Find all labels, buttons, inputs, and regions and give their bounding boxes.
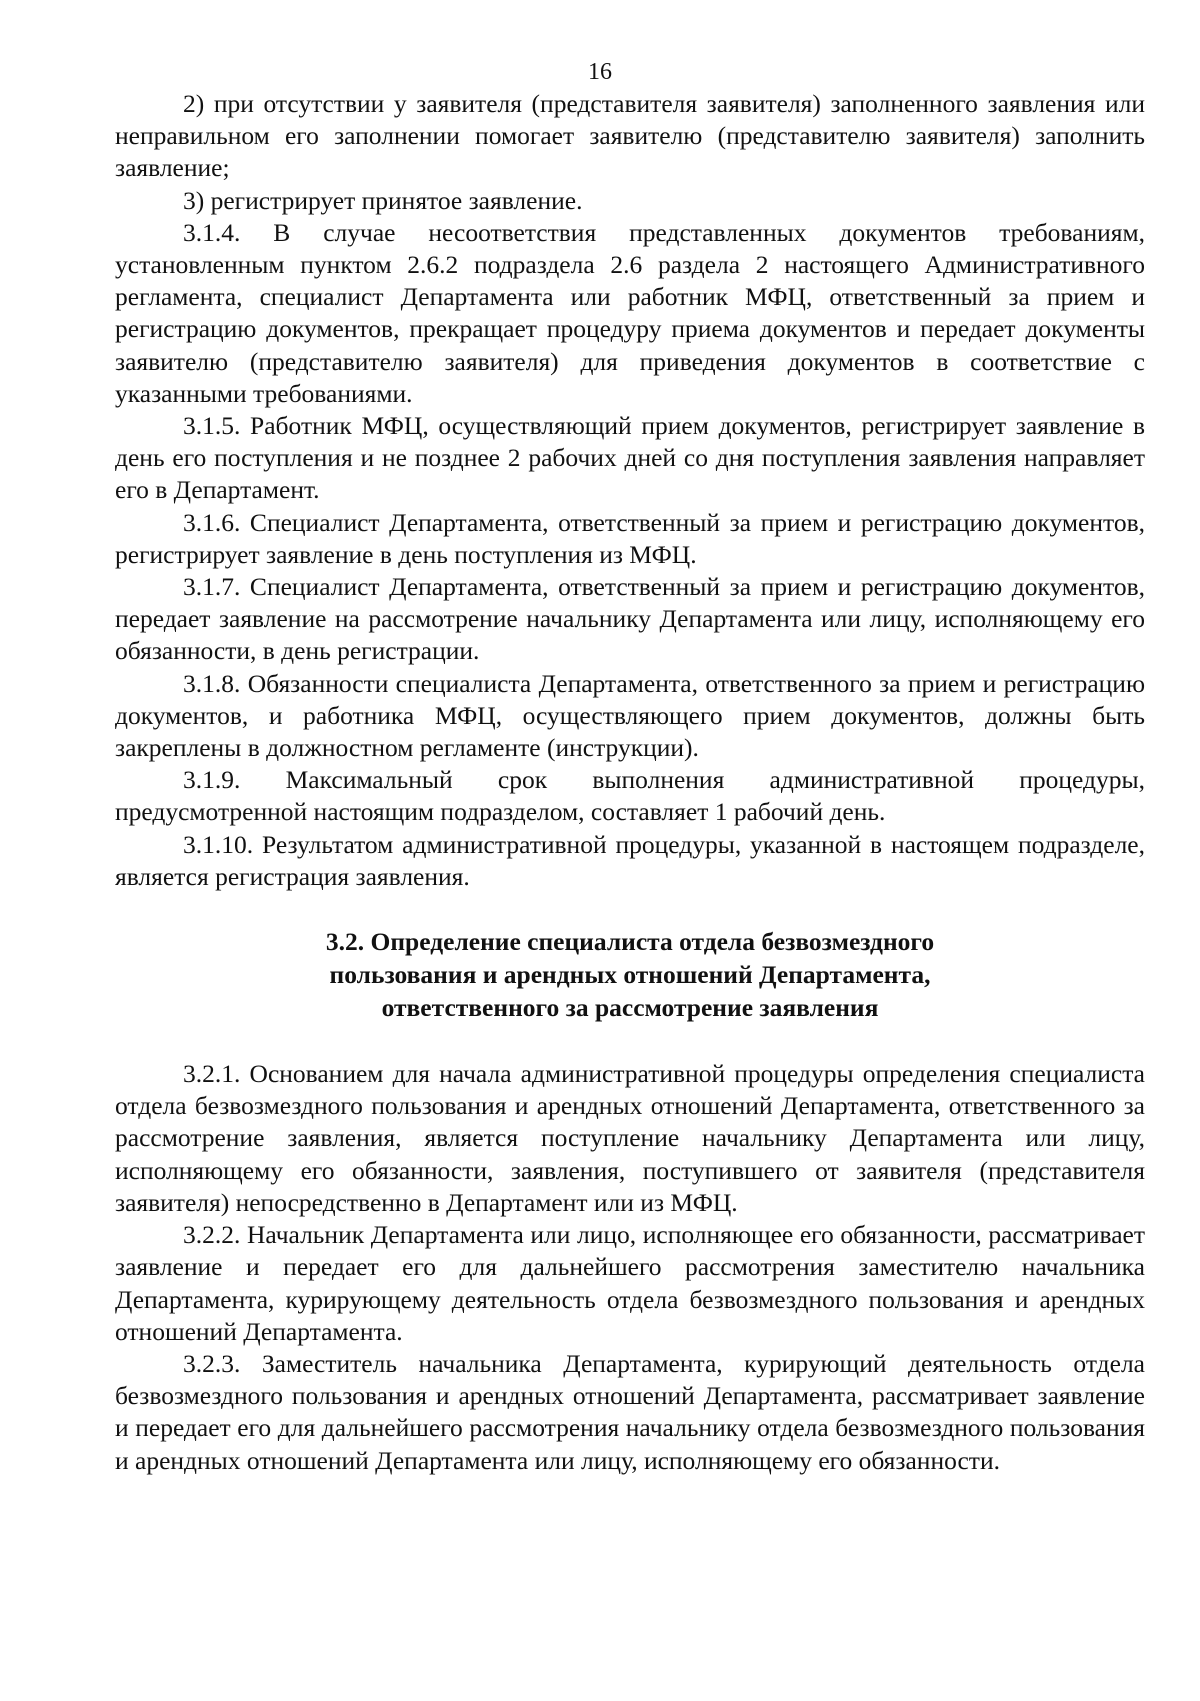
paragraph: 3.1.5. Работник МФЦ, осуществляющий прием документов, регистрирует заявление в день его поступления и не позднее 2 рабочих дней со дня поступления заявления направляет его в Департамент.: [115, 411, 1145, 505]
paragraph: 3.2.1. Основанием для начала административной процедуры определения специалиста отдела безвозмездного пользования и арендных отношений Департамента, ответственного за рассмотрение заявления, является поступление начальнику Департамента или лицу, исполняющему его обязанности, заявления, поступившего от заявителя (представителя заявителя) непосредственно в Департамент или из МФЦ.: [115, 1059, 1145, 1217]
paragraph: 3.2.2. Начальник Департамента или лицо, исполняющее его обязанности, рассматривает заявление и передает его для дальнейшего рассмотрения заместителю начальника Департамента, курирующему деятельность отдела безвозмездного пользования и арендных отношений Департамента.: [115, 1220, 1145, 1346]
paragraph: 3) регистрирует принятое заявление.: [183, 185, 583, 215]
section-heading-line: 3.2. Определение специалиста отдела безвозмездного: [325, 927, 935, 957]
paragraph: 3.1.10. Результатом административной процедуры, указанной в настоящем подразделе, является регистрация заявления.: [115, 829, 1145, 891]
section-heading-line: ответственного за рассмотрение заявления: [381, 993, 879, 1023]
document-body: [115, 88, 1145, 1477]
paragraph: 3.1.8. Обязанности специалиста Департамента, ответственного за прием и регистрацию документов, и работника МФЦ, осуществляющего прием документов, должны быть закреплены в должностном регламенте (инструкции).: [115, 668, 1145, 763]
paragraph: 3.1.6. Специалист Департамента, ответственный за прием и регистрацию документов, регистрирует заявление в день поступления из МФЦ.: [115, 507, 1145, 569]
paragraph: 3.1.7. Специалист Департамента, ответственный за прием и регистрацию документов, передает заявление на рассмотрение начальнику Департамента или лицу, исполняющему его обязанности, в день регистрации.: [115, 572, 1145, 666]
paragraph: 2) при отсутствии у заявителя (представителя заявителя) заполненного заявления или неправильном его заполнении помогает заявителю (представителю заявителя) заполнить заявление;: [115, 89, 1145, 183]
paragraph: 3.2.3. Заместитель начальника Департамента, курирующий деятельность отдела безвозмездного пользования и арендных отношений Департамента, рассматривает заявление и передает его для дальнейшего рассмотрения начальнику отдела безвозмездного пользования и арендных отношений Департамента или лицу, исполняющему его обязанности.: [115, 1348, 1145, 1475]
paragraph: 3.1.4. В случае несоответствия представленных документов требованиям, установленным пунктом 2.6.2 подраздела 2.6 раздела 2 настоящего Административного регламента, специалист Департамента или работник МФЦ, ответственный за прием и регистрацию документов, прекращает процедуру приема документов и передает документы заявителю (представителю заявителя) для приведения документов в соответствие с указанными требованиями.: [115, 217, 1145, 408]
paragraph: 3.1.9. Максимальный срок выполнения административной процедуры, предусмотренной настоящим подразделом, составляет 1 рабочий день.: [115, 765, 1145, 827]
page-number: 16: [588, 59, 612, 85]
section-heading: [115, 925, 1145, 1024]
section-heading-line: пользования и арендных отношений Департамента,: [329, 960, 931, 990]
